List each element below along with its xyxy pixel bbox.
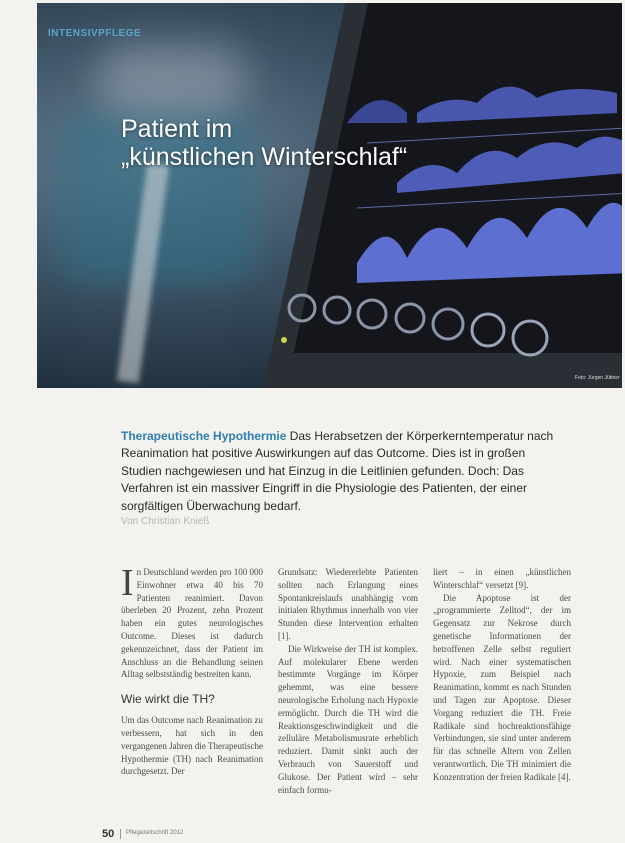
footer-divider [120, 829, 121, 839]
article-title-line2: „künstlichen Winterschlaf“ [121, 143, 408, 171]
paragraph: liert – in einen „künstlichen Winterschlaf“ versetzt [9]. [433, 567, 571, 590]
page-number: 50 [102, 828, 115, 840]
dropcap: I [121, 562, 134, 604]
paragraph: Die Wirkweise der TH ist komplex. Auf molekularer Ebene werden bestimmte Vorgänge im Körper gehemmt, was eine bessere neurologische Erholung nach Hypoxie ermöglicht. Durch die TH wird die Reaktionsgeschwindigkeit und die zelluläre Metabolismusrate erheblich reduziert. Damit sinkt auch der Verbrauch von Sauerstoff und Glukose. Der Patient wird – sehr einfach formu- [278, 643, 418, 795]
hero-photo [37, 3, 622, 388]
monitor-button-row [272, 288, 552, 378]
journal-name: Pflegezeitschrift 2012 [126, 830, 184, 836]
paragraph: Um das Outcome nach Reanimation zu verbessern, hat sich in den vergangenen Jahren die Therapeutische Hypothermie (TH) nach Reanimation durchgesetzt. Der [121, 715, 263, 777]
paragraph: Die Apoptose ist der „programmierte Zelltod“, der im Gegensatz zur Nekrose durch genetische Informationen der betroffenen Zelle selbst reguliert wird. Nach einer systematischen Hypoxie, zum Beispiel nach Reanimation, kommt es nach Stunden und Tagen zur Apoptose. Dieser Vorgang reduziert die TH. Freie Radikale sind hochreaktionsfähige Verbindungen, sie sind unter anderem für das schnelle Altern von Zellen verantwortlich. Die TH minimiert die Konzentration der freien Radikale [4]. [433, 592, 571, 782]
lead-keyword: Therapeutische Hypothermie [121, 429, 287, 443]
paragraph: Grundsatz: Wiedererlebte Patienten sollten nach Erlangung eines Spontankreislaufs unabhängig vom initialen Rhythmus innerhalb von vier Stunden diese Intervention erhalten [1]. [278, 567, 418, 641]
lead-text: Das Herabsetzen der Körperkerntemperatur nach Reanimation hat positive Auswirkungen auf das Outcome. Dies ist in großen Studien nachgewiesen und hat Einzug in die Leitlinien gefunden. Doch: Das Verfahren ist ein massiver Eingriff in die Physiologie des Patienten, der einer sorgfältigen Überwachung bedarf. [121, 429, 554, 513]
article-title [121, 115, 407, 171]
text-column-3 [433, 566, 571, 784]
section-tag: INTENSIVPFLEGE [48, 28, 142, 39]
text-column-2 [278, 566, 418, 796]
subheading: Wie wirkt die TH? [121, 692, 215, 707]
article-title-line1: Patient im [121, 115, 233, 143]
paragraph: n Deutschland werden pro 100 000 Einwohner etwa 40 bis 70 Patienten reanimiert. Davon überleben 20 Prozent, zehn Prozent haben ein gutes neurologisches Outcome. Dieses ist dadurch gekennzeichnet, dass der Patient im Anschluss an die Behandlung seinen Alltag selbstständig bestreiten kann. [121, 567, 263, 680]
author-byline: Von Christian Knieß [121, 516, 210, 527]
lead-paragraph [121, 428, 561, 515]
background-blur-light [97, 43, 247, 113]
text-column-1 [121, 562, 263, 778]
photo-credit: Foto: Jürgen Jüttner [575, 375, 620, 381]
